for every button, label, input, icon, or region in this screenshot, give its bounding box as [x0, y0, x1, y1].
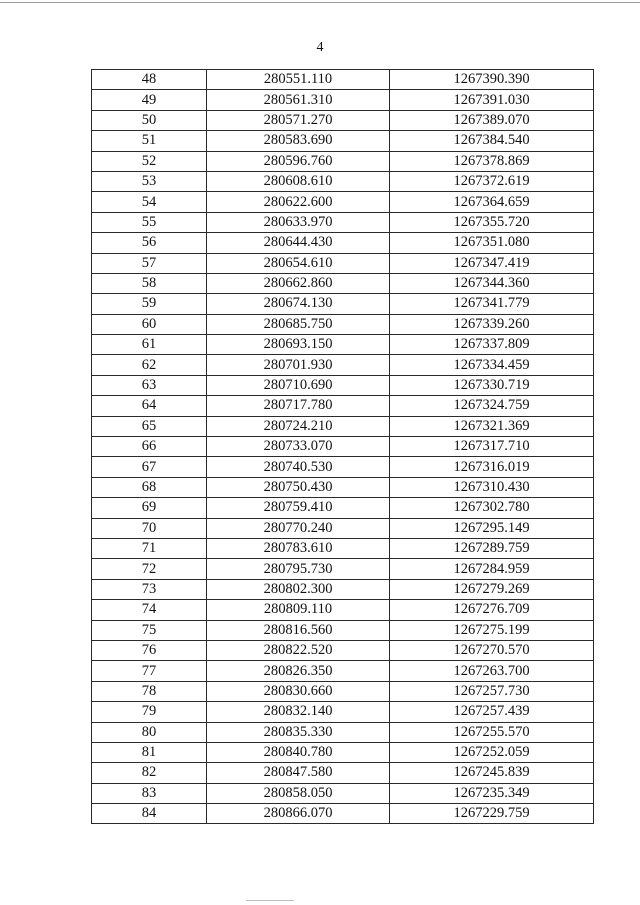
point-number-cell: 79 — [92, 702, 207, 722]
table-row — [92, 640, 594, 660]
table-row — [92, 538, 594, 558]
x-coordinate-cell: 280644.430 — [207, 233, 390, 253]
point-number-cell: 55 — [92, 212, 207, 232]
point-number-cell: 54 — [92, 192, 207, 212]
table-row — [92, 171, 594, 191]
x-coordinate-cell: 280571.270 — [207, 110, 390, 130]
page-number: 4 — [316, 40, 324, 55]
x-coordinate-cell: 280724.210 — [207, 416, 390, 436]
point-number-cell: 52 — [92, 151, 207, 171]
table-row — [92, 253, 594, 273]
y-coordinate-cell: 1267252.059 — [390, 742, 594, 762]
table-row — [92, 110, 594, 130]
y-coordinate-cell: 1267324.759 — [390, 396, 594, 416]
y-coordinate-cell: 1267284.959 — [390, 559, 594, 579]
x-coordinate-cell: 280826.350 — [207, 661, 390, 681]
y-coordinate-cell: 1267372.619 — [390, 171, 594, 191]
x-coordinate-cell: 280822.520 — [207, 640, 390, 660]
point-number-cell: 83 — [92, 783, 207, 803]
x-coordinate-cell: 280733.070 — [207, 437, 390, 457]
table-row — [92, 273, 594, 293]
y-coordinate-cell: 1267310.430 — [390, 477, 594, 497]
y-coordinate-cell: 1267351.080 — [390, 233, 594, 253]
point-number-cell: 75 — [92, 620, 207, 640]
point-number-cell: 48 — [92, 70, 207, 90]
table-row — [92, 783, 594, 803]
x-coordinate-cell: 280783.610 — [207, 538, 390, 558]
table-row — [92, 559, 594, 579]
table-row — [92, 498, 594, 518]
point-number-cell: 70 — [92, 518, 207, 538]
table-row — [92, 294, 594, 314]
y-coordinate-cell: 1267355.720 — [390, 212, 594, 232]
point-number-cell: 56 — [92, 233, 207, 253]
table-row — [92, 131, 594, 151]
point-number-cell: 81 — [92, 742, 207, 762]
y-coordinate-cell: 1267289.759 — [390, 538, 594, 558]
x-coordinate-cell: 280633.970 — [207, 212, 390, 232]
x-coordinate-cell: 280809.110 — [207, 600, 390, 620]
table-row — [92, 396, 594, 416]
point-number-cell: 74 — [92, 600, 207, 620]
point-number-cell: 63 — [92, 375, 207, 395]
table-row — [92, 437, 594, 457]
top-scan-edge — [0, 2, 640, 3]
x-coordinate-cell: 280717.780 — [207, 396, 390, 416]
table-row — [92, 579, 594, 599]
x-coordinate-cell: 280858.050 — [207, 783, 390, 803]
y-coordinate-cell: 1267344.360 — [390, 273, 594, 293]
x-coordinate-cell: 280795.730 — [207, 559, 390, 579]
x-coordinate-cell: 280701.930 — [207, 355, 390, 375]
table-row — [92, 661, 594, 681]
point-number-cell: 53 — [92, 171, 207, 191]
point-number-cell: 67 — [92, 457, 207, 477]
x-coordinate-cell: 280866.070 — [207, 804, 390, 824]
point-number-cell: 78 — [92, 681, 207, 701]
table-row — [92, 477, 594, 497]
y-coordinate-cell: 1267270.570 — [390, 640, 594, 660]
y-coordinate-cell: 1267302.780 — [390, 498, 594, 518]
y-coordinate-cell: 1267245.839 — [390, 763, 594, 783]
coordinates-table-body — [92, 70, 594, 824]
y-coordinate-cell: 1267337.809 — [390, 335, 594, 355]
y-coordinate-cell: 1267257.730 — [390, 681, 594, 701]
y-coordinate-cell: 1267330.719 — [390, 375, 594, 395]
point-number-cell: 62 — [92, 355, 207, 375]
table-row — [92, 681, 594, 701]
x-coordinate-cell: 280654.610 — [207, 253, 390, 273]
y-coordinate-cell: 1267295.149 — [390, 518, 594, 538]
y-coordinate-cell: 1267316.019 — [390, 457, 594, 477]
x-coordinate-cell: 280596.760 — [207, 151, 390, 171]
x-coordinate-cell: 280830.660 — [207, 681, 390, 701]
point-number-cell: 64 — [92, 396, 207, 416]
point-number-cell: 82 — [92, 763, 207, 783]
point-number-cell: 58 — [92, 273, 207, 293]
x-coordinate-cell: 280740.530 — [207, 457, 390, 477]
y-coordinate-cell: 1267279.269 — [390, 579, 594, 599]
x-coordinate-cell: 280551.110 — [207, 70, 390, 90]
point-number-cell: 57 — [92, 253, 207, 273]
y-coordinate-cell: 1267229.759 — [390, 804, 594, 824]
table-row — [92, 457, 594, 477]
y-coordinate-cell: 1267275.199 — [390, 620, 594, 640]
y-coordinate-cell: 1267321.369 — [390, 416, 594, 436]
x-coordinate-cell: 280840.780 — [207, 742, 390, 762]
y-coordinate-cell: 1267347.419 — [390, 253, 594, 273]
point-number-cell: 73 — [92, 579, 207, 599]
point-number-cell: 76 — [92, 640, 207, 660]
table-row — [92, 90, 594, 110]
coordinates-table — [91, 69, 594, 824]
table-row — [92, 314, 594, 334]
point-number-cell: 61 — [92, 335, 207, 355]
x-coordinate-cell: 280674.130 — [207, 294, 390, 314]
x-coordinate-cell: 280583.690 — [207, 131, 390, 151]
y-coordinate-cell: 1267339.260 — [390, 314, 594, 334]
table-row — [92, 702, 594, 722]
x-coordinate-cell: 280561.310 — [207, 90, 390, 110]
y-coordinate-cell: 1267317.710 — [390, 437, 594, 457]
table-row — [92, 335, 594, 355]
x-coordinate-cell: 280693.150 — [207, 335, 390, 355]
point-number-cell: 66 — [92, 437, 207, 457]
y-coordinate-cell: 1267235.349 — [390, 783, 594, 803]
bottom-scan-mark — [246, 900, 294, 901]
table-row — [92, 233, 594, 253]
x-coordinate-cell: 280835.330 — [207, 722, 390, 742]
x-coordinate-cell: 280802.300 — [207, 579, 390, 599]
table-row — [92, 518, 594, 538]
table-row — [92, 763, 594, 783]
x-coordinate-cell: 280662.860 — [207, 273, 390, 293]
table-row — [92, 742, 594, 762]
table-row — [92, 70, 594, 90]
x-coordinate-cell: 280608.610 — [207, 171, 390, 191]
point-number-cell: 69 — [92, 498, 207, 518]
y-coordinate-cell: 1267384.540 — [390, 131, 594, 151]
x-coordinate-cell: 280622.600 — [207, 192, 390, 212]
x-coordinate-cell: 280710.690 — [207, 375, 390, 395]
y-coordinate-cell: 1267389.070 — [390, 110, 594, 130]
x-coordinate-cell: 280770.240 — [207, 518, 390, 538]
point-number-cell: 68 — [92, 477, 207, 497]
y-coordinate-cell: 1267364.659 — [390, 192, 594, 212]
y-coordinate-cell: 1267263.700 — [390, 661, 594, 681]
point-number-cell: 65 — [92, 416, 207, 436]
point-number-cell: 84 — [92, 804, 207, 824]
table-row — [92, 192, 594, 212]
x-coordinate-cell: 280847.580 — [207, 763, 390, 783]
y-coordinate-cell: 1267334.459 — [390, 355, 594, 375]
table-row — [92, 620, 594, 640]
table-row — [92, 416, 594, 436]
y-coordinate-cell: 1267391.030 — [390, 90, 594, 110]
point-number-cell: 60 — [92, 314, 207, 334]
y-coordinate-cell: 1267276.709 — [390, 600, 594, 620]
x-coordinate-cell: 280759.410 — [207, 498, 390, 518]
y-coordinate-cell: 1267257.439 — [390, 702, 594, 722]
point-number-cell: 80 — [92, 722, 207, 742]
y-coordinate-cell: 1267255.570 — [390, 722, 594, 742]
table-row — [92, 600, 594, 620]
y-coordinate-cell: 1267341.779 — [390, 294, 594, 314]
point-number-cell: 59 — [92, 294, 207, 314]
y-coordinate-cell: 1267378.869 — [390, 151, 594, 171]
point-number-cell: 71 — [92, 538, 207, 558]
x-coordinate-cell: 280832.140 — [207, 702, 390, 722]
point-number-cell: 72 — [92, 559, 207, 579]
table-row — [92, 722, 594, 742]
x-coordinate-cell: 280816.560 — [207, 620, 390, 640]
y-coordinate-cell: 1267390.390 — [390, 70, 594, 90]
table-row — [92, 212, 594, 232]
table-row — [92, 151, 594, 171]
x-coordinate-cell: 280685.750 — [207, 314, 390, 334]
x-coordinate-cell: 280750.430 — [207, 477, 390, 497]
table-row — [92, 804, 594, 824]
point-number-cell: 77 — [92, 661, 207, 681]
point-number-cell: 51 — [92, 131, 207, 151]
table-row — [92, 355, 594, 375]
table-row — [92, 375, 594, 395]
point-number-cell: 50 — [92, 110, 207, 130]
point-number-cell: 49 — [92, 90, 207, 110]
